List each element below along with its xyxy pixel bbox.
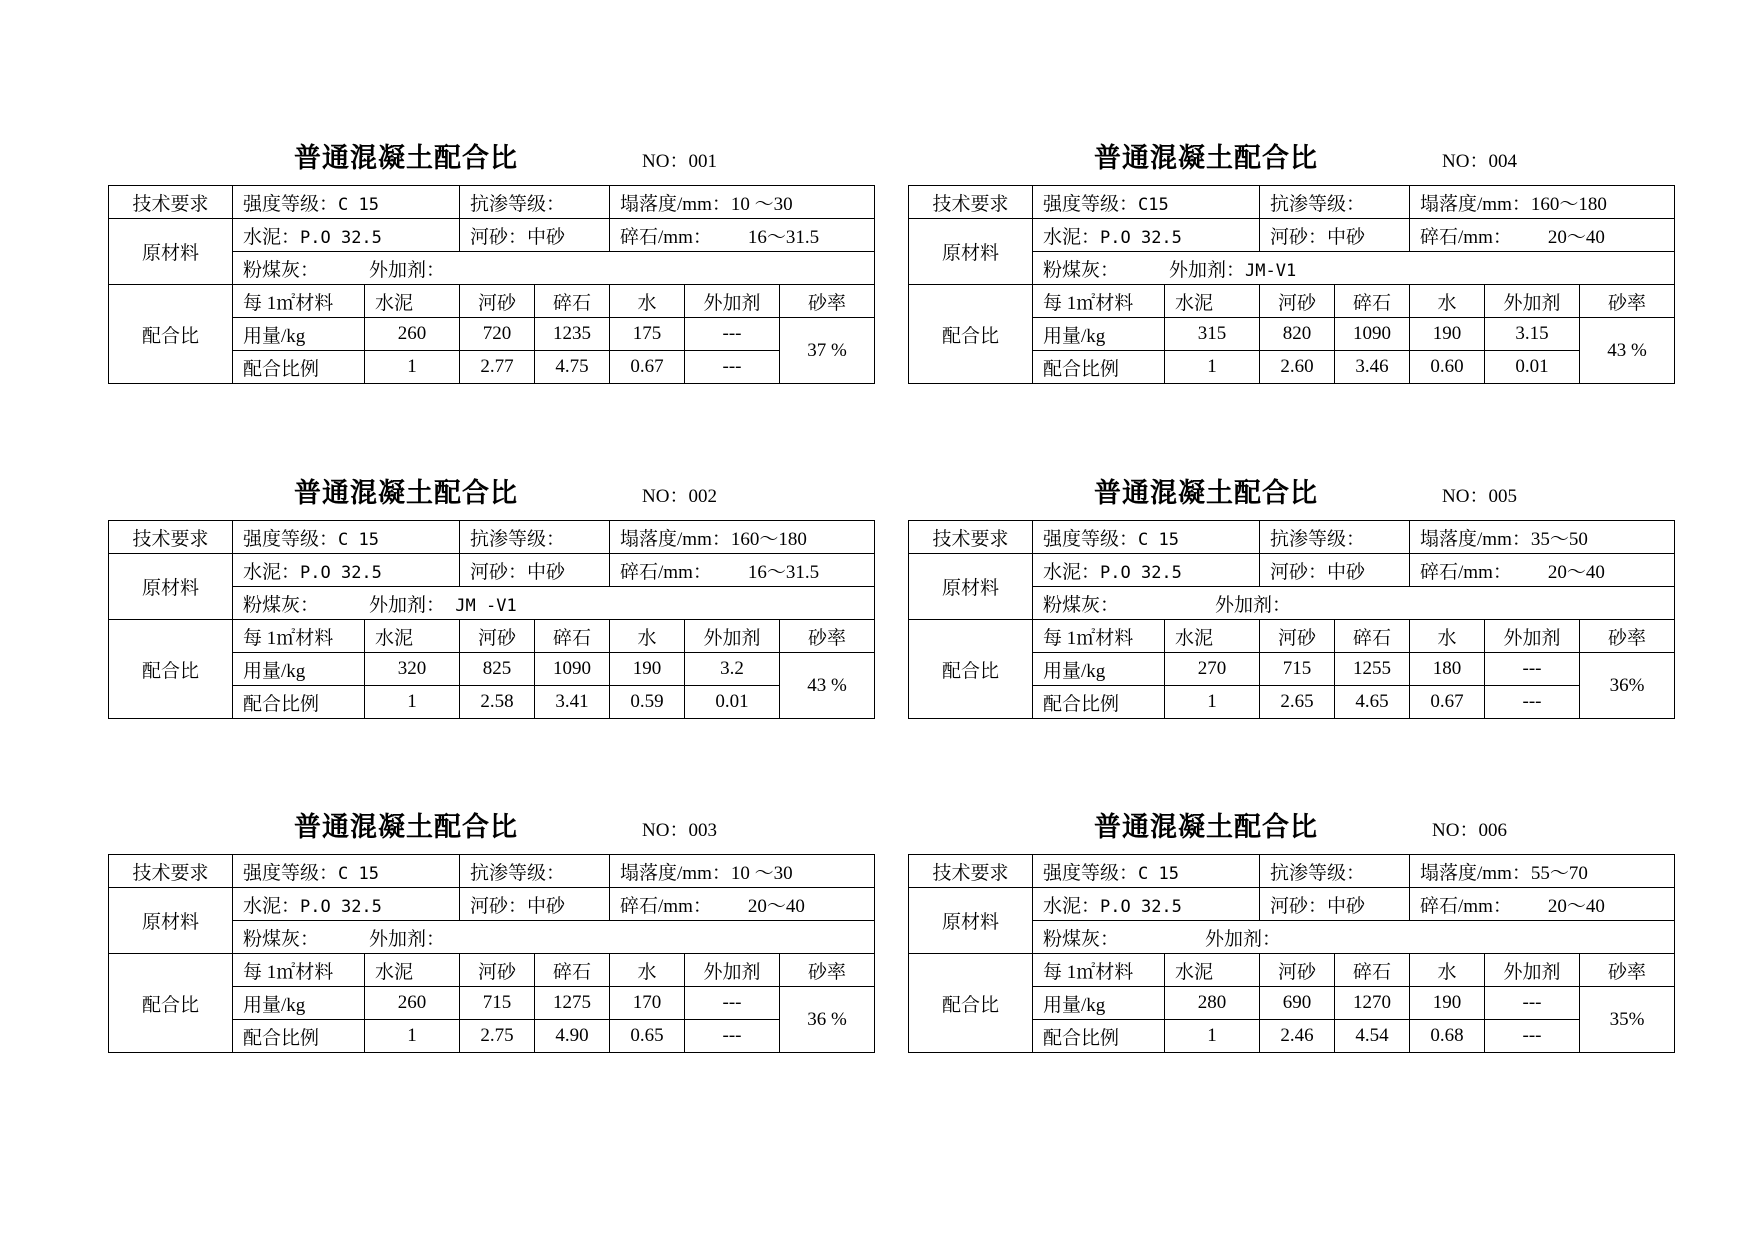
col-gravel: 碎石: [535, 954, 610, 987]
col-sand: 河砂: [1260, 620, 1335, 653]
per-m3-label: 每 1㎡材料: [1033, 620, 1165, 653]
sand-type: 河砂：中砂: [1260, 219, 1410, 252]
tech-requirements-header: 技术要求: [909, 186, 1033, 219]
strength-grade: 强度等级：C 15: [233, 186, 460, 219]
card-number: NO：003: [642, 820, 717, 841]
usage-gravel: 1270: [1335, 987, 1410, 1020]
col-gravel: 碎石: [1335, 620, 1410, 653]
gravel-size: 碎石/mm： 20～40: [1410, 888, 1675, 921]
usage-sand: 825: [460, 653, 535, 686]
cement-type: 水泥：P.O 32.5: [233, 219, 460, 252]
usage-sand: 715: [460, 987, 535, 1020]
col-sand-ratio: 砂率: [1580, 285, 1675, 318]
usage-label: 用量/kg: [233, 987, 365, 1020]
usage-cement: 315: [1165, 318, 1260, 351]
ratio-label: 配合比例: [1033, 1020, 1165, 1053]
card-title: 普通混凝土配合比: [294, 478, 518, 509]
gravel-size: 碎石/mm： 20～40: [1410, 219, 1675, 252]
card-number: NO：005: [1442, 486, 1517, 507]
impermeability-grade: 抗渗等级：: [1260, 521, 1410, 554]
usage-gravel: 1255: [1335, 653, 1410, 686]
sand-type: 河砂：中砂: [460, 219, 610, 252]
usage-label: 用量/kg: [1033, 987, 1165, 1020]
ratio-water: 0.65: [610, 1020, 685, 1053]
usage-admixture: ---: [685, 318, 780, 351]
strength-grade: 强度等级：C 15: [1033, 521, 1260, 554]
slump: 塌落度/mm：55～70: [1410, 855, 1675, 888]
cement-type: 水泥：P.O 32.5: [1033, 554, 1260, 587]
usage-admixture: 3.2: [685, 653, 780, 686]
mix-card-003: [108, 805, 874, 1065]
usage-water: 180: [1410, 653, 1485, 686]
col-cement: 水泥: [1165, 620, 1260, 653]
col-cement: 水泥: [365, 285, 460, 318]
raw-materials-header: 原材料: [109, 888, 233, 954]
usage-cement: 260: [365, 987, 460, 1020]
mix-card-006: [908, 805, 1674, 1065]
col-gravel: 碎石: [535, 285, 610, 318]
flyash-admixture: 粉煤灰： 外加剂： JM -V1: [233, 587, 875, 620]
mix-table: [908, 854, 1675, 1053]
tech-requirements-header: 技术要求: [109, 521, 233, 554]
ratio-sand: 2.75: [460, 1020, 535, 1053]
card-title: 普通混凝土配合比: [1094, 143, 1318, 174]
ratio-gravel: 4.54: [1335, 1020, 1410, 1053]
ratio-sand: 2.77: [460, 351, 535, 384]
gravel-size: 碎石/mm： 16～31.5: [610, 554, 875, 587]
sand-ratio-value: 36%: [1580, 653, 1675, 719]
ratio-label: 配合比例: [233, 1020, 365, 1053]
cement-type: 水泥：P.O 32.5: [1033, 888, 1260, 921]
per-m3-label: 每 1㎡材料: [1033, 954, 1165, 987]
ratio-water: 0.67: [1410, 686, 1485, 719]
flyash-admixture: 粉煤灰： 外加剂：: [233, 252, 875, 285]
usage-gravel: 1090: [1335, 318, 1410, 351]
col-cement: 水泥: [365, 954, 460, 987]
col-admixture: 外加剂: [685, 620, 780, 653]
impermeability-grade: 抗渗等级：: [460, 855, 610, 888]
usage-cement: 270: [1165, 653, 1260, 686]
usage-gravel: 1275: [535, 987, 610, 1020]
col-gravel: 碎石: [1335, 285, 1410, 318]
usage-sand: 690: [1260, 987, 1335, 1020]
ratio-gravel: 4.65: [1335, 686, 1410, 719]
impermeability-grade: 抗渗等级：: [1260, 186, 1410, 219]
ratio-label: 配合比例: [233, 686, 365, 719]
col-sand: 河砂: [460, 285, 535, 318]
raw-materials-header: 原材料: [909, 554, 1033, 620]
col-sand-ratio: 砂率: [780, 954, 875, 987]
col-admixture: 外加剂: [685, 954, 780, 987]
slump: 塌落度/mm：10 ～30: [610, 186, 875, 219]
col-sand: 河砂: [1260, 285, 1335, 318]
usage-sand: 715: [1260, 653, 1335, 686]
mix-table: [908, 520, 1675, 719]
strength-grade: 强度等级：C 15: [233, 521, 460, 554]
col-water: 水: [610, 620, 685, 653]
flyash-admixture: 粉煤灰： 外加剂：JM-V1: [1033, 252, 1675, 285]
usage-admixture: ---: [685, 987, 780, 1020]
col-admixture: 外加剂: [1485, 954, 1580, 987]
ratio-sand: 2.65: [1260, 686, 1335, 719]
col-sand: 河砂: [1260, 954, 1335, 987]
cement-type: 水泥：P.O 32.5: [233, 888, 460, 921]
sand-type: 河砂：中砂: [1260, 888, 1410, 921]
ratio-water: 0.60: [1410, 351, 1485, 384]
usage-sand: 720: [460, 318, 535, 351]
ratio-gravel: 4.90: [535, 1020, 610, 1053]
col-admixture: 外加剂: [685, 285, 780, 318]
col-gravel: 碎石: [535, 620, 610, 653]
tech-requirements-header: 技术要求: [909, 855, 1033, 888]
sand-ratio-value: 37 %: [780, 318, 875, 384]
strength-grade: 强度等级：C 15: [1033, 855, 1260, 888]
col-gravel: 碎石: [1335, 954, 1410, 987]
usage-label: 用量/kg: [1033, 653, 1165, 686]
card-title: 普通混凝土配合比: [1094, 478, 1318, 509]
slump: 塌落度/mm：160～180: [610, 521, 875, 554]
mix-ratio-header: 配合比: [909, 954, 1033, 1053]
col-sand-ratio: 砂率: [1580, 620, 1675, 653]
ratio-cement: 1: [365, 351, 460, 384]
ratio-sand: 2.60: [1260, 351, 1335, 384]
per-m3-label: 每 1㎡材料: [233, 954, 365, 987]
usage-label: 用量/kg: [233, 318, 365, 351]
ratio-sand: 2.58: [460, 686, 535, 719]
sand-ratio-value: 35%: [1580, 987, 1675, 1053]
card-title: 普通混凝土配合比: [294, 812, 518, 843]
ratio-admixture: 0.01: [1485, 351, 1580, 384]
strength-grade: 强度等级：C15: [1033, 186, 1260, 219]
ratio-label: 配合比例: [1033, 686, 1165, 719]
usage-water: 190: [1410, 318, 1485, 351]
gravel-size: 碎石/mm： 16～31.5: [610, 219, 875, 252]
per-m3-label: 每 1㎡材料: [233, 620, 365, 653]
ratio-cement: 1: [1165, 1020, 1260, 1053]
col-water: 水: [1410, 954, 1485, 987]
col-water: 水: [1410, 285, 1485, 318]
usage-admixture: ---: [1485, 653, 1580, 686]
card-title: 普通混凝土配合比: [1094, 812, 1318, 843]
card-number: NO：002: [642, 486, 717, 507]
mix-card-001: [108, 136, 874, 396]
usage-cement: 280: [1165, 987, 1260, 1020]
ratio-cement: 1: [1165, 351, 1260, 384]
usage-water: 175: [610, 318, 685, 351]
col-admixture: 外加剂: [1485, 285, 1580, 318]
sand-type: 河砂：中砂: [460, 554, 610, 587]
mix-table: [108, 520, 875, 719]
slump: 塌落度/mm：35～50: [1410, 521, 1675, 554]
ratio-gravel: 4.75: [535, 351, 610, 384]
usage-admixture: ---: [1485, 987, 1580, 1020]
usage-label: 用量/kg: [233, 653, 365, 686]
card-number: NO：004: [1442, 151, 1517, 172]
card-number: NO：001: [642, 151, 717, 172]
mix-ratio-header: 配合比: [109, 620, 233, 719]
ratio-admixture: 0.01: [685, 686, 780, 719]
mix-ratio-header: 配合比: [909, 285, 1033, 384]
sand-type: 河砂：中砂: [460, 888, 610, 921]
ratio-water: 0.67: [610, 351, 685, 384]
sand-ratio-value: 43 %: [780, 653, 875, 719]
flyash-admixture: 粉煤灰： 外加剂：: [1033, 587, 1675, 620]
ratio-admixture: ---: [685, 351, 780, 384]
flyash-admixture: 粉煤灰： 外加剂：: [1033, 921, 1675, 954]
col-water: 水: [610, 285, 685, 318]
usage-water: 170: [610, 987, 685, 1020]
ratio-admixture: ---: [1485, 686, 1580, 719]
usage-gravel: 1235: [535, 318, 610, 351]
flyash-admixture: 粉煤灰： 外加剂：: [233, 921, 875, 954]
col-admixture: 外加剂: [1485, 620, 1580, 653]
mix-ratio-header: 配合比: [909, 620, 1033, 719]
per-m3-label: 每 1㎡材料: [1033, 285, 1165, 318]
usage-cement: 260: [365, 318, 460, 351]
usage-sand: 820: [1260, 318, 1335, 351]
ratio-gravel: 3.41: [535, 686, 610, 719]
mix-ratio-header: 配合比: [109, 954, 233, 1053]
ratio-admixture: ---: [685, 1020, 780, 1053]
tech-requirements-header: 技术要求: [109, 855, 233, 888]
ratio-water: 0.59: [610, 686, 685, 719]
raw-materials-header: 原材料: [109, 219, 233, 285]
tech-requirements-header: 技术要求: [909, 521, 1033, 554]
mix-table: [108, 854, 875, 1053]
usage-label: 用量/kg: [1033, 318, 1165, 351]
mix-table: [108, 185, 875, 384]
impermeability-grade: 抗渗等级：: [460, 521, 610, 554]
mix-card-004: [908, 136, 1674, 396]
col-sand: 河砂: [460, 954, 535, 987]
ratio-gravel: 3.46: [1335, 351, 1410, 384]
ratio-sand: 2.46: [1260, 1020, 1335, 1053]
col-cement: 水泥: [365, 620, 460, 653]
mix-card-005: [908, 471, 1674, 731]
col-cement: 水泥: [1165, 285, 1260, 318]
ratio-water: 0.68: [1410, 1020, 1485, 1053]
cement-type: 水泥：P.O 32.5: [233, 554, 460, 587]
ratio-admixture: ---: [1485, 1020, 1580, 1053]
sand-type: 河砂：中砂: [1260, 554, 1410, 587]
ratio-label: 配合比例: [233, 351, 365, 384]
ratio-cement: 1: [365, 686, 460, 719]
gravel-size: 碎石/mm： 20～40: [610, 888, 875, 921]
usage-water: 190: [1410, 987, 1485, 1020]
col-sand: 河砂: [460, 620, 535, 653]
usage-admixture: 3.15: [1485, 318, 1580, 351]
usage-water: 190: [610, 653, 685, 686]
mix-table: [908, 185, 1675, 384]
col-sand-ratio: 砂率: [1580, 954, 1675, 987]
ratio-cement: 1: [1165, 686, 1260, 719]
tech-requirements-header: 技术要求: [109, 186, 233, 219]
mix-card-002: [108, 471, 874, 731]
col-cement: 水泥: [1165, 954, 1260, 987]
slump: 塌落度/mm：160～180: [1410, 186, 1675, 219]
impermeability-grade: 抗渗等级：: [1260, 855, 1410, 888]
slump: 塌落度/mm：10 ～30: [610, 855, 875, 888]
cement-type: 水泥：P.O 32.5: [1033, 219, 1260, 252]
col-water: 水: [610, 954, 685, 987]
strength-grade: 强度等级：C 15: [233, 855, 460, 888]
card-title: 普通混凝土配合比: [294, 143, 518, 174]
ratio-label: 配合比例: [1033, 351, 1165, 384]
col-water: 水: [1410, 620, 1485, 653]
sand-ratio-value: 36 %: [780, 987, 875, 1053]
impermeability-grade: 抗渗等级：: [460, 186, 610, 219]
col-sand-ratio: 砂率: [780, 620, 875, 653]
mix-ratio-header: 配合比: [109, 285, 233, 384]
card-number: NO：006: [1432, 820, 1507, 841]
gravel-size: 碎石/mm： 20～40: [1410, 554, 1675, 587]
raw-materials-header: 原材料: [909, 219, 1033, 285]
usage-cement: 320: [365, 653, 460, 686]
usage-gravel: 1090: [535, 653, 610, 686]
raw-materials-header: 原材料: [109, 554, 233, 620]
col-sand-ratio: 砂率: [780, 285, 875, 318]
raw-materials-header: 原材料: [909, 888, 1033, 954]
sand-ratio-value: 43 %: [1580, 318, 1675, 384]
ratio-cement: 1: [365, 1020, 460, 1053]
per-m3-label: 每 1㎡材料: [233, 285, 365, 318]
